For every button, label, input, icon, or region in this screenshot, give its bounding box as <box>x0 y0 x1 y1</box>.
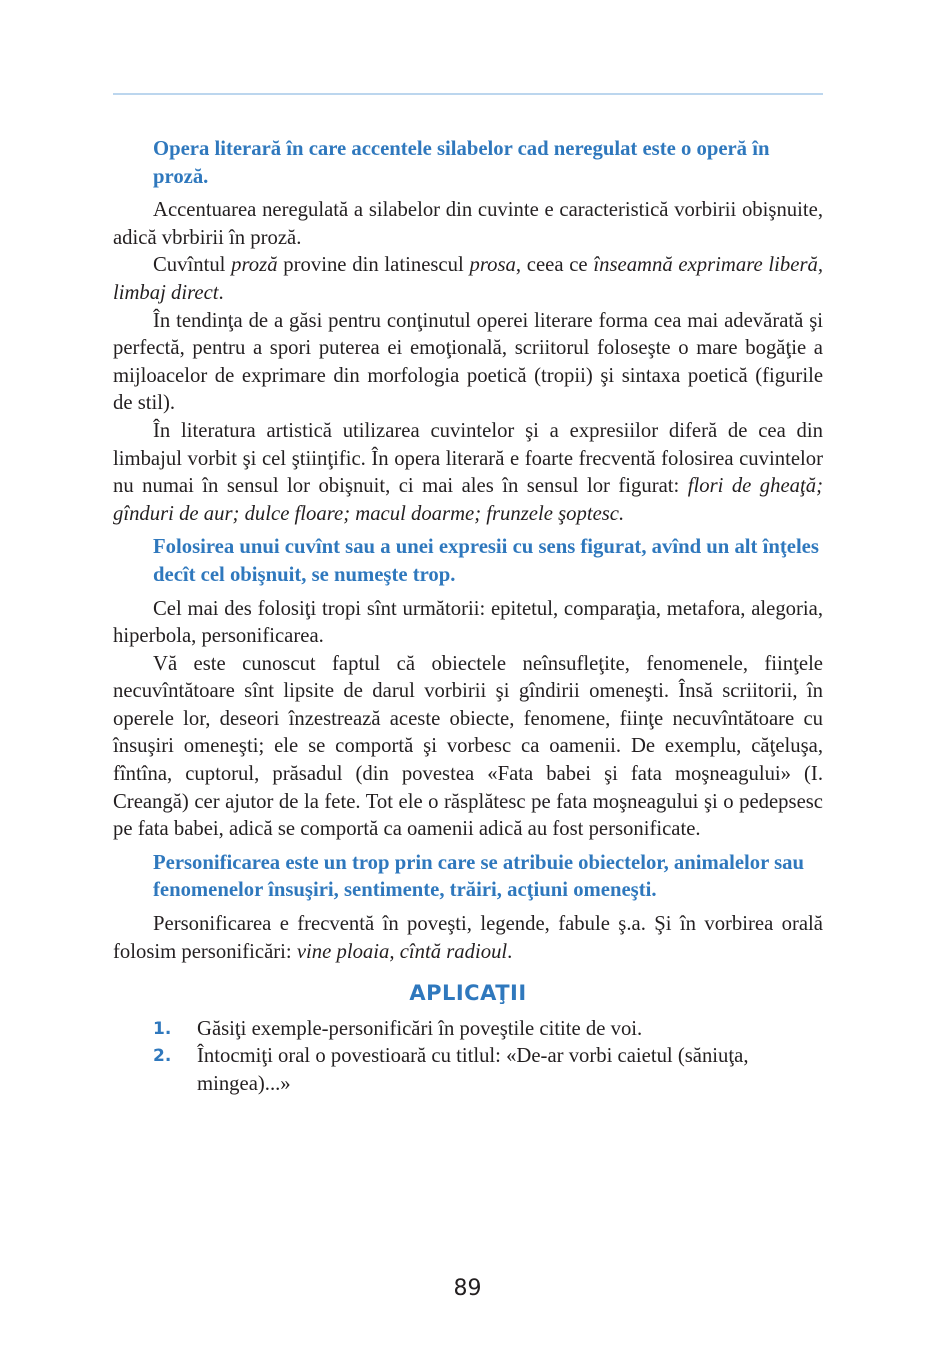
applications-list <box>113 1016 823 1099</box>
application-item <box>113 1043 823 1098</box>
text-run: . <box>218 281 224 304</box>
text-run: provine din latinescul <box>277 254 470 277</box>
definition-prose: Opera literară în care accentele silabelor cad neregulat este o operă în proză. <box>153 138 770 188</box>
application-number: 2. <box>153 1046 172 1067</box>
paragraph-personification-usage <box>113 911 823 966</box>
paragraph-tropes: Cel mai des folosiţi tropi sînt următorii: epitetul, comparaţia, metafora, alegoria, hiperbola, personificarea. <box>113 597 823 648</box>
application-text: Găsiţi exemple-personificări în poveştile citite de voi. <box>197 1017 643 1040</box>
italic-term: înseamnă exprimare liberă, limbaj direct <box>113 254 824 304</box>
page-number: 89 <box>453 1276 482 1301</box>
definition-personification: Personificarea este un trop prin care se atribuie obiectelor, animalelor sau fenomenelor însuşiri, sentimente, trăiri, acţiuni omeneşti. <box>153 851 804 902</box>
text-run: Personificarea e frecventă în poveşti, legende, fabule ş.a. Şi în vorbirea orală folosim personificări: <box>113 913 823 963</box>
italic-term: proză <box>231 254 278 277</box>
text-run: . <box>507 940 513 963</box>
definition-trop: Folosirea unui cuvînt sau a unei expresii cu sens figurat, avînd un alt înţeles decît cel obişnuit, se numeşte trop. <box>153 536 819 586</box>
text-run: Cuvîntul <box>153 254 232 277</box>
paragraph-figurative <box>113 418 823 528</box>
application-text: Întocmiţi oral o povestioară cu titlul: «De-ar vorbi caietul (săniuţa, mingea)...» <box>197 1045 749 1095</box>
applications-heading: APLICAŢII <box>409 981 527 1006</box>
italic-term: prosa <box>469 254 516 277</box>
text-run: În literatura artistică utilizarea cuvintelor şi a expresiilor diferă de cea din limbajul vorbit şi cel ştiinţific. În opera literară e foarte frecventă folosirea cuvintelor nu numai în sensul lor obişnuit, ci mai ales în sensul lor figurat: <box>113 419 823 498</box>
page-body <box>113 136 823 1099</box>
paragraph-proza-origin <box>113 252 823 307</box>
application-number: 1. <box>153 1018 172 1039</box>
header-rule <box>113 93 823 95</box>
application-item <box>113 1016 823 1044</box>
paragraph-accent: Accentuarea neregulată a silabelor din cuvinte e caracteristică vorbirii obişnuite, adică vbrbirii în proză. <box>113 199 823 249</box>
italic-examples: flori de gheaţă; gînduri de aur; dulce floare; macul doarme; frunzele şoptesc. <box>113 475 823 525</box>
text-run: , ceea ce <box>515 254 594 277</box>
paragraph-means: În tendinţa de a găsi pentru conţinutul operei literare forma cea mai adevărată şi perfectă, pentru a spori puterea ei emoţională, scriitorul foloseşte o mare bogăţie a mijloacelor de exprimare din morfologia poetică (tropii) şi sintaxa poetică (figurile de stil). <box>113 309 823 415</box>
paragraph-personification-example: Vă este cunoscut faptul că obiectele neînsufleţite, fenomenele, fiinţele necuvîntătoare sînt lipsite de darul vorbirii şi gîndirii omeneşti. Însă scriitorii, în operele lor, deseori înzestrează aceste obiecte, fenomene, fiinţe necuvîntătoare cu însuşiri omeneşti; ele se comportă şi vorbesc ca oamenii. De exemplu, căţeluşa, fîntîna, cuptorul, prăsadul (din povestea «Fata babei şi fata moşneagului» (I. Creangă) cer ajutor de la fete. Tot ele o răsplătesc pe fata moşneagului şi o pedepsesc pe fata babei, adică se comportă ca oamenii adică au fost personificate. <box>113 652 823 841</box>
italic-examples: vine ploaia, cîntă radioul <box>296 940 508 963</box>
